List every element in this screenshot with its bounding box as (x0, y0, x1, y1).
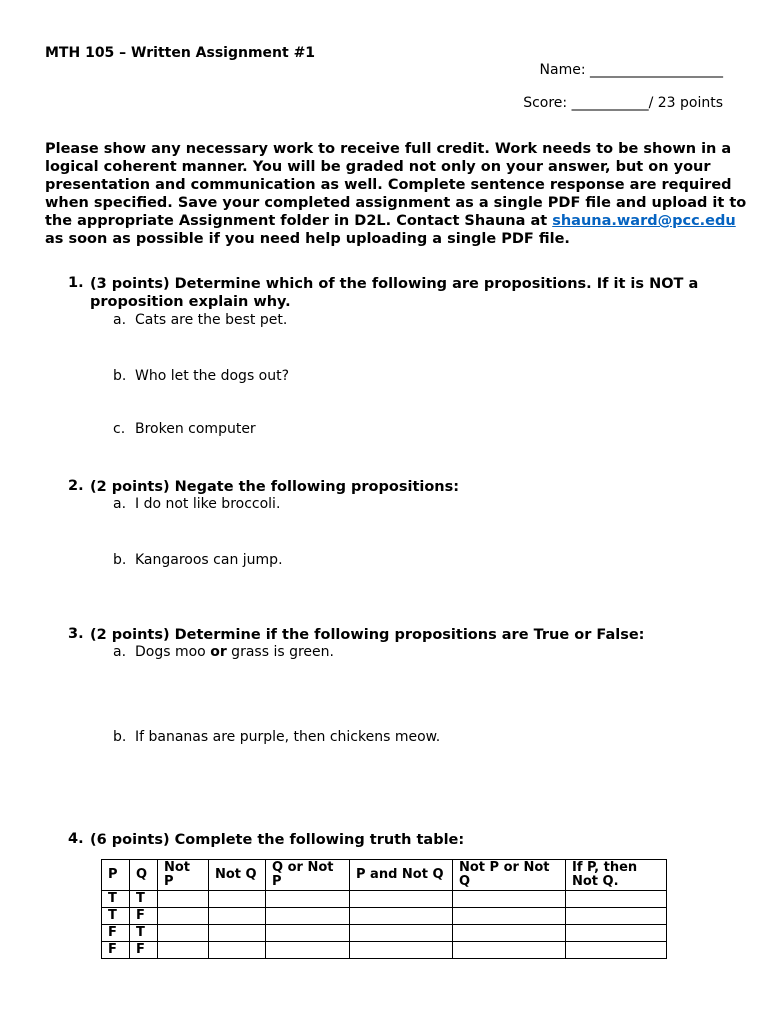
truth-table-cell (266, 908, 350, 925)
truth-table-cell (209, 908, 266, 925)
question-number: 1. (68, 275, 84, 291)
item-text: Who let the dogs out? (135, 368, 290, 384)
truth-table-cell (158, 942, 209, 959)
item-letter: a. (113, 312, 127, 328)
truth-table-cell (209, 891, 266, 908)
item-text: Cats are the best pet. (135, 312, 288, 328)
item-text: I do not like broccoli. (135, 496, 281, 512)
truth-table-row (102, 908, 667, 925)
truth-table-cell (350, 925, 453, 942)
truth-table-cell (209, 942, 266, 959)
question-item (0, 421, 768, 441)
truth-table-cell: T (130, 891, 158, 908)
question-item (0, 312, 768, 332)
instructions-line: presentation and communication as well. Complete sentence response are required (45, 177, 732, 193)
score-field-line: Score: ___________/ 23 points (523, 95, 723, 111)
item-letter: c. (113, 421, 126, 437)
question-item (0, 368, 768, 388)
item-text: Kangaroos can jump. (135, 552, 283, 568)
item-letter: a. (113, 644, 127, 660)
truth-table-cell (158, 891, 209, 908)
question-text: (2 points) Negate the following propositions: (90, 479, 460, 495)
truth-table-header: Not Q (209, 860, 266, 891)
truth-table-cell: T (102, 891, 130, 908)
name-field-line: Name: ___________________ (539, 62, 723, 78)
truth-table-cell (566, 908, 667, 925)
truth-table-row (102, 891, 667, 908)
question-text-line: proposition explain why. (90, 294, 291, 310)
truth-table-header: If P, then Not Q. (566, 860, 667, 891)
truth-table-cell (566, 891, 667, 908)
question-number: 3. (68, 626, 84, 642)
item-letter: a. (113, 496, 127, 512)
question-number: 2. (68, 478, 84, 494)
question-item (0, 729, 768, 749)
truth-table-header: Not P or Not Q (453, 860, 566, 891)
truth-table-cell (158, 908, 209, 925)
truth-table-row (102, 925, 667, 942)
question-number: 4. (68, 831, 84, 847)
item-text (135, 644, 334, 660)
question-text-line: (3 points) Determine which of the following are propositions. If it is NOT a (90, 276, 699, 292)
truth-table-cell: F (102, 925, 130, 942)
item-text-emphasis: or (210, 644, 227, 660)
question-item (0, 552, 768, 572)
truth-table-cell (566, 942, 667, 959)
truth-table-cell: T (102, 908, 130, 925)
truth-table-header: P and Not Q (350, 860, 453, 891)
truth-table-header: P (102, 860, 130, 891)
instructions-line (45, 212, 735, 230)
truth-table-cell (209, 925, 266, 942)
truth-table-cell: F (130, 942, 158, 959)
truth-table-cell (266, 925, 350, 942)
truth-table-cell (266, 891, 350, 908)
instructions-line-text: the appropriate Assignment folder in D2L. Contact Shauna at (45, 213, 553, 229)
item-text-part: Dogs moo (135, 644, 211, 660)
truth-table-row (102, 942, 667, 959)
truth-table-cell: F (130, 908, 158, 925)
truth-table-cell: F (102, 942, 130, 959)
instructions-line: when specified. Save your completed assignment as a single PDF file and upload it to (45, 195, 747, 211)
truth-table-cell (350, 942, 453, 959)
truth-table-cell (350, 891, 453, 908)
instructions-line: as soon as possible if you need help uploading a single PDF file. (45, 231, 570, 247)
truth-table-header: Not P (158, 860, 209, 891)
email-link[interactable]: shauna.ward@pcc.edu (552, 213, 736, 229)
item-text: If bananas are purple, then chickens meow. (135, 729, 441, 745)
item-text-part: grass is green. (226, 644, 334, 660)
truth-table-cell: T (130, 925, 158, 942)
truth-table-header-row (102, 860, 667, 891)
question-text (90, 275, 698, 311)
truth-table-cell (350, 908, 453, 925)
truth-table-cell (453, 942, 566, 959)
question-item (0, 644, 768, 664)
item-text: Broken computer (135, 421, 256, 437)
question-text: (2 points) Determine if the following propositions are True or False: (90, 627, 645, 643)
truth-table-header: Q or Not P (266, 860, 350, 891)
item-letter: b. (113, 552, 127, 568)
truth-table-header: Q (130, 860, 158, 891)
instructions-line: logical coherent manner. You will be graded not only on your answer, but on your (45, 159, 711, 175)
truth-table-cell (453, 908, 566, 925)
truth-table-cell (266, 942, 350, 959)
question-item (0, 496, 768, 516)
instructions-line: Please show any necessary work to receive full credit. Work needs to be shown in a (45, 141, 732, 157)
truth-table-cell (158, 925, 209, 942)
instructions-paragraph (45, 140, 747, 248)
truth-table-cell (566, 925, 667, 942)
item-letter: b. (113, 729, 127, 745)
truth-table (101, 859, 667, 959)
truth-table-cell (453, 925, 566, 942)
truth-table-cell (453, 891, 566, 908)
question-text: (6 points) Complete the following truth table: (90, 832, 465, 848)
document-title: MTH 105 – Written Assignment #1 (45, 45, 316, 61)
item-letter: b. (113, 368, 127, 384)
